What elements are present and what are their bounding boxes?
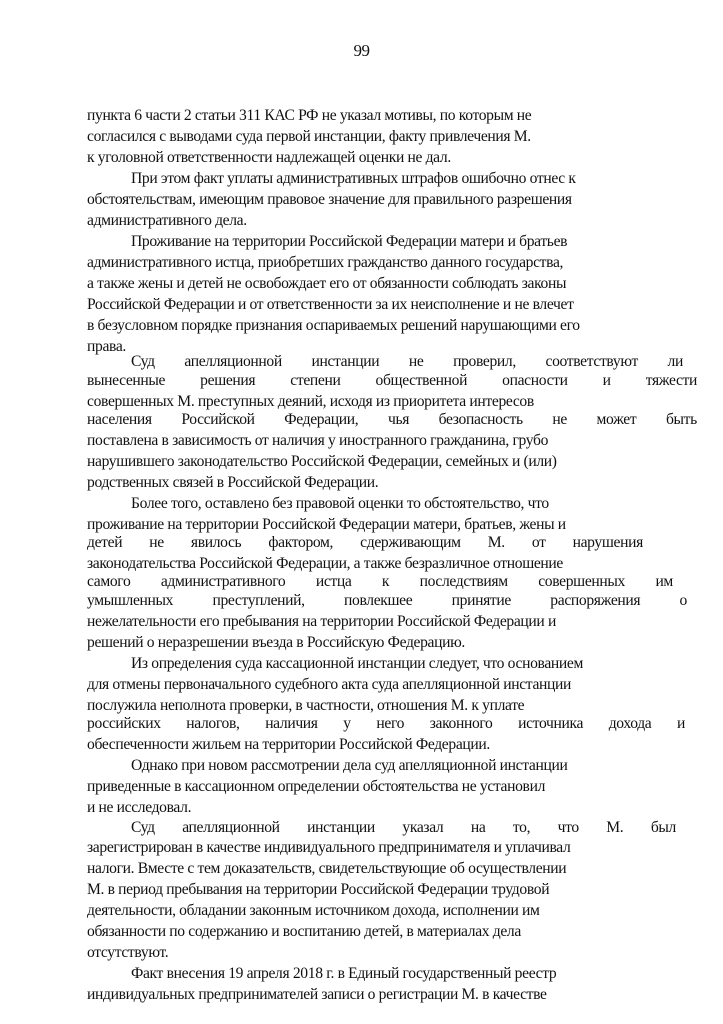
- text-line: нарушившего законодательство Российской Федерации, семейных и (или): [87, 453, 557, 470]
- text-word: Российской: [181, 411, 255, 428]
- text-word: ли: [667, 353, 683, 370]
- text-line: [87, 410, 697, 430]
- text-word: детей: [87, 534, 123, 551]
- text-line: деятельности, обладании законным источником дохода, исполнении им: [87, 902, 540, 919]
- text-line: Российской Федерации и от ответственности за их неисполнение и не влечет: [87, 296, 574, 313]
- text-word: последствиям: [419, 573, 508, 590]
- text-word: дохода: [608, 715, 652, 732]
- text-word: инстанции: [307, 819, 375, 836]
- text-word: не: [149, 534, 164, 551]
- text-word: совершенных: [538, 573, 625, 590]
- text-line: [131, 352, 683, 372]
- text-word: апелляционной: [182, 819, 280, 836]
- text-line: [131, 818, 676, 838]
- text-word: Суд: [131, 819, 155, 836]
- text-word: опасности: [502, 372, 568, 389]
- text-word: умышленных: [87, 592, 174, 609]
- text-word: инстанции: [311, 353, 380, 370]
- text-word: к: [381, 573, 390, 590]
- text-word: не: [408, 353, 424, 370]
- text-line: обстоятельствам, имеющим правовое значение для правильного разрешения: [87, 191, 572, 208]
- text-line: а также жены и детей не освобождает его от обязанности соблюдать законы: [87, 275, 567, 292]
- text-word: им: [655, 573, 673, 590]
- text-word: и: [602, 372, 611, 389]
- text-word: и: [677, 715, 685, 732]
- text-line: отсутствуют.: [87, 944, 169, 961]
- text-word: нарушения: [572, 534, 643, 551]
- text-line: [87, 714, 685, 734]
- text-word: соответствуют: [545, 353, 638, 370]
- text-word: то,: [512, 819, 531, 836]
- text-word: от: [531, 534, 546, 551]
- text-word: самого: [87, 573, 131, 590]
- text-line: [87, 591, 687, 611]
- text-word: истца: [315, 573, 352, 590]
- text-line: административного дела.: [87, 212, 247, 229]
- text-word: явилось: [190, 534, 242, 551]
- text-line: административного истца, приобретших гражданство данного государства,: [87, 254, 564, 271]
- text-line: М. в период пребывания на территории Российской Федерации трудовой: [87, 881, 550, 898]
- text-line: для отмены первоначального судебного акта суда апелляционной инстанции: [87, 676, 572, 693]
- text-line: Проживание на территории Российской Федерации матери и братьев: [131, 233, 568, 250]
- text-word: налогов,: [186, 715, 240, 732]
- text-word: принятие: [451, 592, 511, 609]
- text-line: пункта 6 части 2 статьи 311 КАС РФ не указал мотивы, по которым не: [87, 107, 532, 124]
- text-word: наличия: [265, 715, 318, 732]
- text-line: [87, 572, 673, 592]
- text-word: не: [552, 411, 567, 428]
- text-line: права.: [87, 338, 126, 355]
- text-line: приведенные в кассационном определении обстоятельства не установил: [87, 778, 545, 795]
- text-line: законодательства Российской Федерации, а также безразличное отношение: [87, 555, 563, 572]
- text-word: М.: [606, 819, 624, 836]
- text-word: повлекшее: [344, 592, 413, 609]
- text-line: поставлена в зависимость от наличия у иностранного гражданина, грубо: [87, 432, 549, 449]
- text-word: указал: [402, 819, 444, 836]
- text-word: него: [376, 715, 405, 732]
- text-line: послужила неполнота проверки, в частности, отношения М. к уплате: [87, 697, 525, 714]
- text-line: нежелательности его пребывания на территории Российской Федерации и: [87, 613, 556, 630]
- text-word: населения: [87, 411, 152, 428]
- text-word: степени: [290, 372, 341, 389]
- text-word: преступлений,: [212, 592, 305, 609]
- text-word: Федерации,: [284, 411, 359, 428]
- text-line: [87, 533, 643, 553]
- text-word: распоряжения: [550, 592, 641, 609]
- text-word: вынесенные: [87, 372, 166, 389]
- text-word: Суд: [131, 353, 155, 370]
- text-word: был: [650, 819, 676, 836]
- text-line: При этом факт уплаты административных штрафов ошибочно отнес к: [131, 170, 576, 187]
- text-line: обеспеченности жильем на территории Российской Федерации.: [87, 736, 490, 753]
- text-word: о: [679, 592, 687, 609]
- text-line: индивидуальных предпринимателей записи о регистрации М. в качестве: [87, 986, 547, 1003]
- text-word: фактором,: [268, 534, 334, 551]
- text-word: общественной: [375, 372, 468, 389]
- text-word: чья: [387, 411, 410, 428]
- text-line: [87, 371, 697, 391]
- text-word: апелляционной: [184, 353, 282, 370]
- text-line: зарегистрирован в качестве индивидуального предпринимателя и уплачивал: [87, 839, 571, 856]
- text-line: родственных связей в Российской Федерации.: [87, 474, 379, 491]
- text-word: административного: [160, 573, 286, 590]
- text-line: налоги. Вместе с тем доказательств, свидетельствующие об осуществлении: [87, 860, 567, 877]
- text-word: тяжести: [645, 372, 697, 389]
- text-word: может: [596, 411, 637, 428]
- text-word: законного: [429, 715, 493, 732]
- text-word: у: [343, 715, 351, 732]
- text-line: Факт внесения 19 апреля 2018 г. в Единый государственный реестр: [131, 965, 557, 982]
- text-line: Более того, оставлено без правовой оценки то обстоятельство, что: [131, 495, 549, 512]
- text-line: проживание на территории Российской Федерации матери, братьев, жены и: [87, 516, 566, 533]
- text-word: проверил,: [453, 353, 516, 370]
- text-line: Из определения суда кассационной инстанции следует, что основанием: [131, 655, 583, 672]
- text-word: решения: [200, 372, 256, 389]
- text-line: решений о неразрешении въезда в Российскую Федерацию.: [87, 634, 465, 651]
- text-word: сдерживающим: [360, 534, 461, 551]
- text-word: российских: [87, 715, 161, 732]
- text-word: безопасность: [438, 411, 523, 428]
- page-number: 99: [353, 41, 370, 60]
- text-word: на: [470, 819, 486, 836]
- text-word: быть: [665, 411, 697, 428]
- text-line: обязанности по содержанию и воспитанию детей, в материалах дела: [87, 923, 521, 940]
- text-word: что: [557, 819, 579, 836]
- text-line: и не исследовал.: [87, 799, 192, 816]
- text-line: в безусловном порядке признания оспариваемых решений нарушающими его: [87, 317, 580, 334]
- text-word: М.: [487, 534, 505, 551]
- text-word: источника: [518, 715, 584, 732]
- text-line: согласился с выводами суда первой инстанции, факту привлечения М.: [87, 128, 531, 145]
- text-line: к уголовной ответственности надлежащей оценки не дал.: [87, 149, 451, 166]
- text-line: совершенных М. преступных деяний, исходя из приоритета интересов: [87, 393, 534, 410]
- text-line: Однако при новом рассмотрении дела суд апелляционной инстанции: [131, 757, 568, 774]
